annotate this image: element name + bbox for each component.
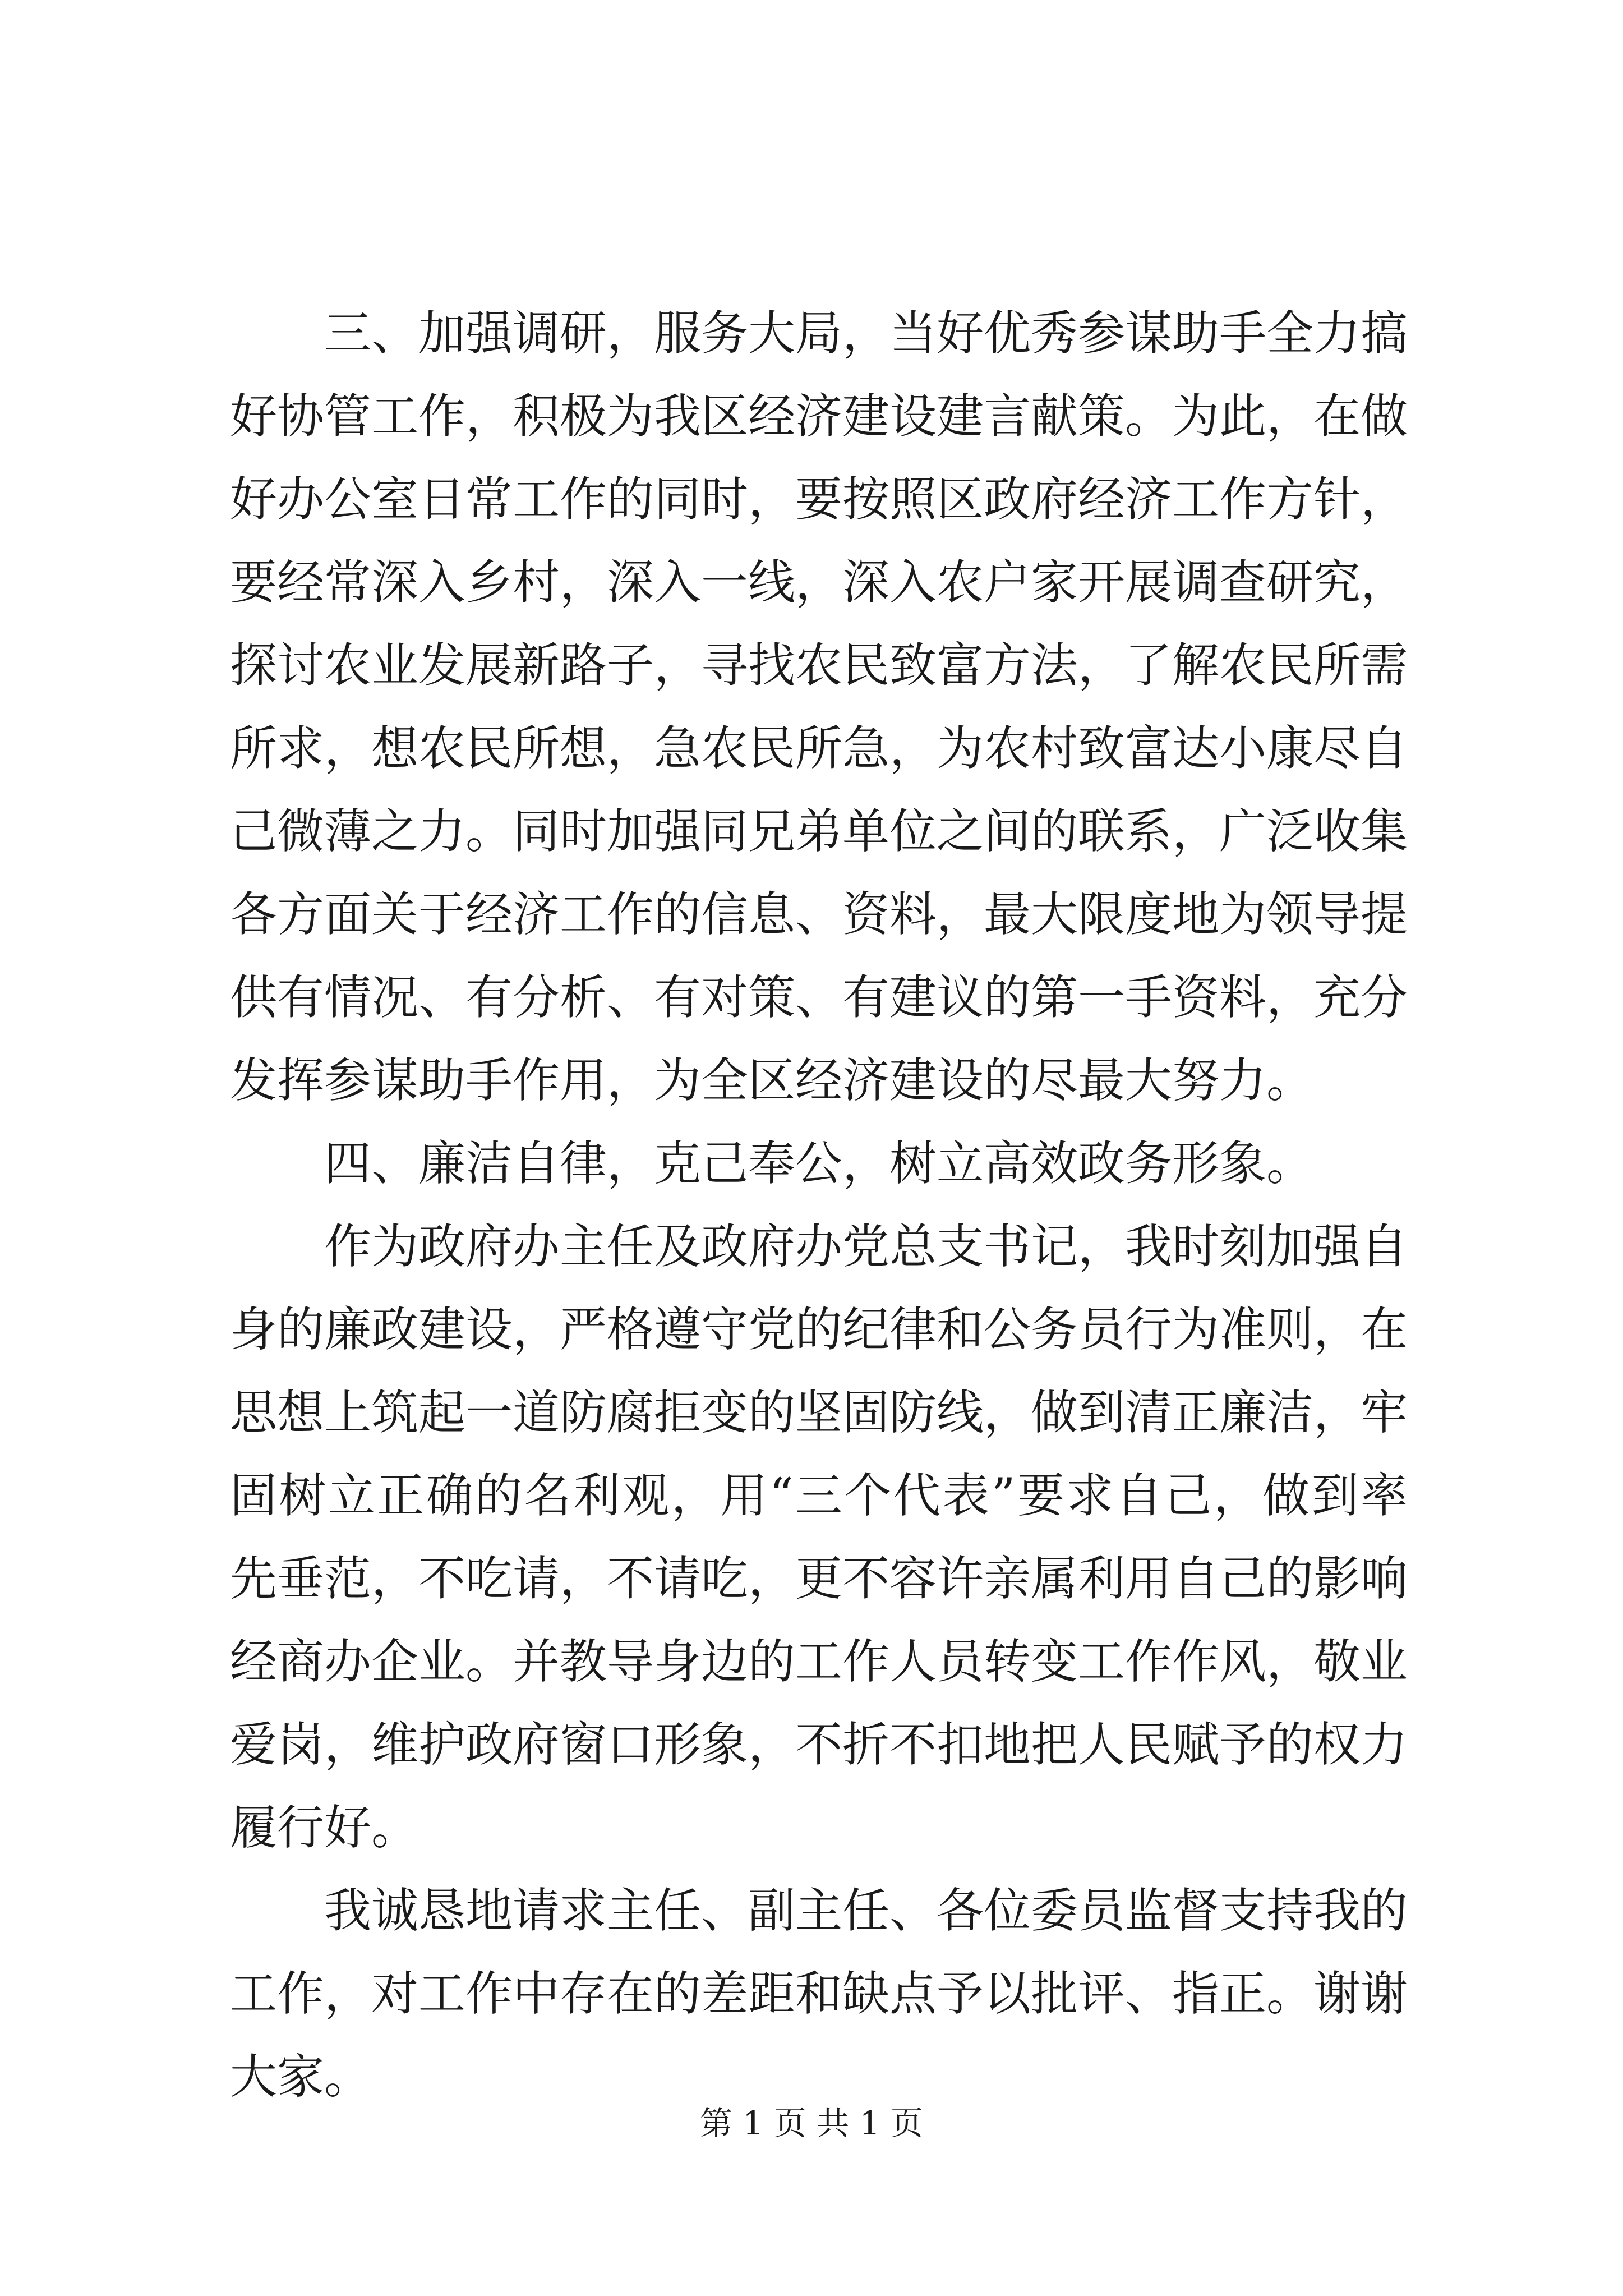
paragraph-closing: 我诚恳地请求主任、副主任、各位委员监督支持我的工作，对工作中存在的差距和缺点予以批评、指正。谢谢大家。: [230, 1883, 1408, 2104]
paragraph-research: 三、加强调研，服务大局，当好优秀参谋助手全力搞好协管工作，积极为我区经济建设建言献策。为此，在做好办公室日常工作的同时，要按照区政府经济工作方针，要经常深入乡村，深入一线，深入农户家开展调查研究，探讨农业发展新路子，寻找农民致富方法，了解农民所需所求，想农民所想，急农民所急，为农村致富达小康尽自己微薄之力。同时加强同兄弟单位之间的联系，广泛收集各方面关于经济工作的信息、资料，最大限度地为领导提供有情况、有分析、有对策、有建议的第一手资料，充分发挥参谋助手作用，为全区经济建设的尽最大努力。: [230, 306, 1408, 1108]
document-body: [230, 292, 1408, 2118]
page-footer: 第 1 页 共 1 页: [700, 2104, 923, 2142]
paragraph-integrity-heading: 四、廉洁自律，克己奉公，树立高效政务形象。: [324, 1136, 1314, 1191]
paragraph-integrity: 作为政府办主任及政府办党总支书记，我时刻加强自身的廉政建设，严格遵守党的纪律和公务员行为准则，在思想上筑起一道防腐拒变的坚固防线，做到清正廉洁，牢固树立正确的名利观，用“三个代表”要求自己，做到率先垂范，不吃请，不请吃，更不容许亲属利用自己的影响经商办企业。并教导身边的工作人员转变工作作风，敬业爱岗，维护政府窗口形象，不折不扣地把人民赋予的权力履行好。: [230, 1219, 1408, 1855]
